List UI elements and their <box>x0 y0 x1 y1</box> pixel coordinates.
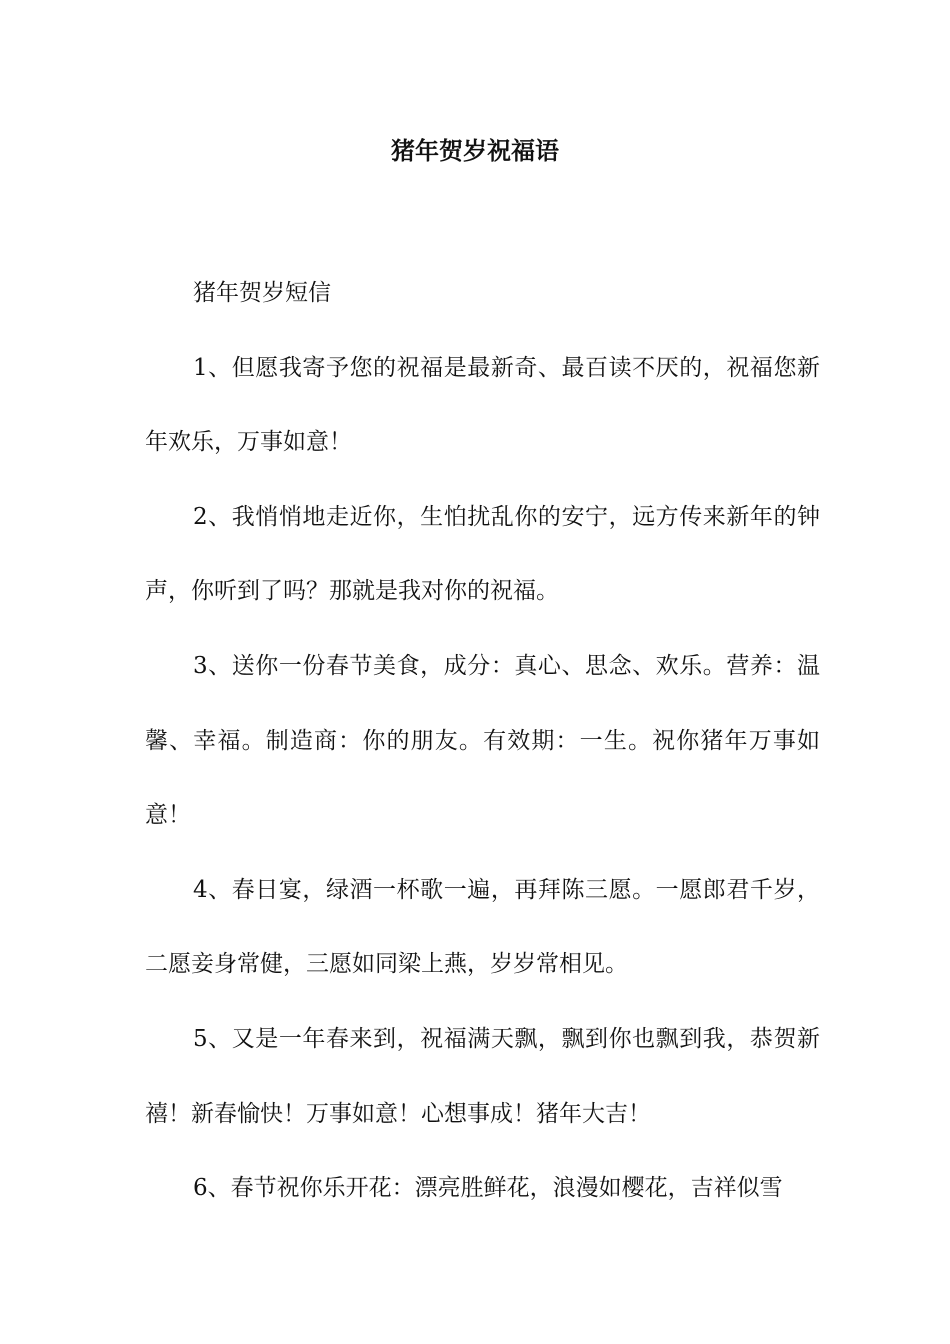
section-heading: 猪年贺岁短信 <box>193 280 331 306</box>
paragraph-4: 4、春日宴，绿酒一杯歌一遍，再拜陈三愿。一愿郎君千岁，二愿妾身常健，三愿如同梁上燕，岁岁常相见。 <box>145 876 820 978</box>
document-title: 猪年贺岁祝福语 <box>391 137 559 165</box>
paragraph-3: 3、送你一份春节美食，成分：真心、思念、欢乐。营养：温馨、幸福。制造商：你的朋友。有效期：一生。祝你猪年万事如意！ <box>145 652 820 829</box>
paragraph-1: 1、但愿我寄予您的祝福是最新奇、最百读不厌的，祝福您新年欢乐，万事如意！ <box>145 354 820 456</box>
paragraph-6: 6、春节祝你乐开花：漂亮胜鲜花，浪漫如樱花，吉祥似雪 <box>193 1175 783 1202</box>
paragraph-5: 5、又是一年春来到，祝福满天飘，飘到你也飘到我，恭贺新禧！新春愉快！万事如意！心想事成！猪年大吉！ <box>145 1025 820 1127</box>
paragraph-2: 2、我悄悄地走近你，生怕扰乱你的安宁，远方传来新年的钟声，你听到了吗？那就是我对你的祝福。 <box>145 503 820 605</box>
document-body <box>145 256 820 1226</box>
